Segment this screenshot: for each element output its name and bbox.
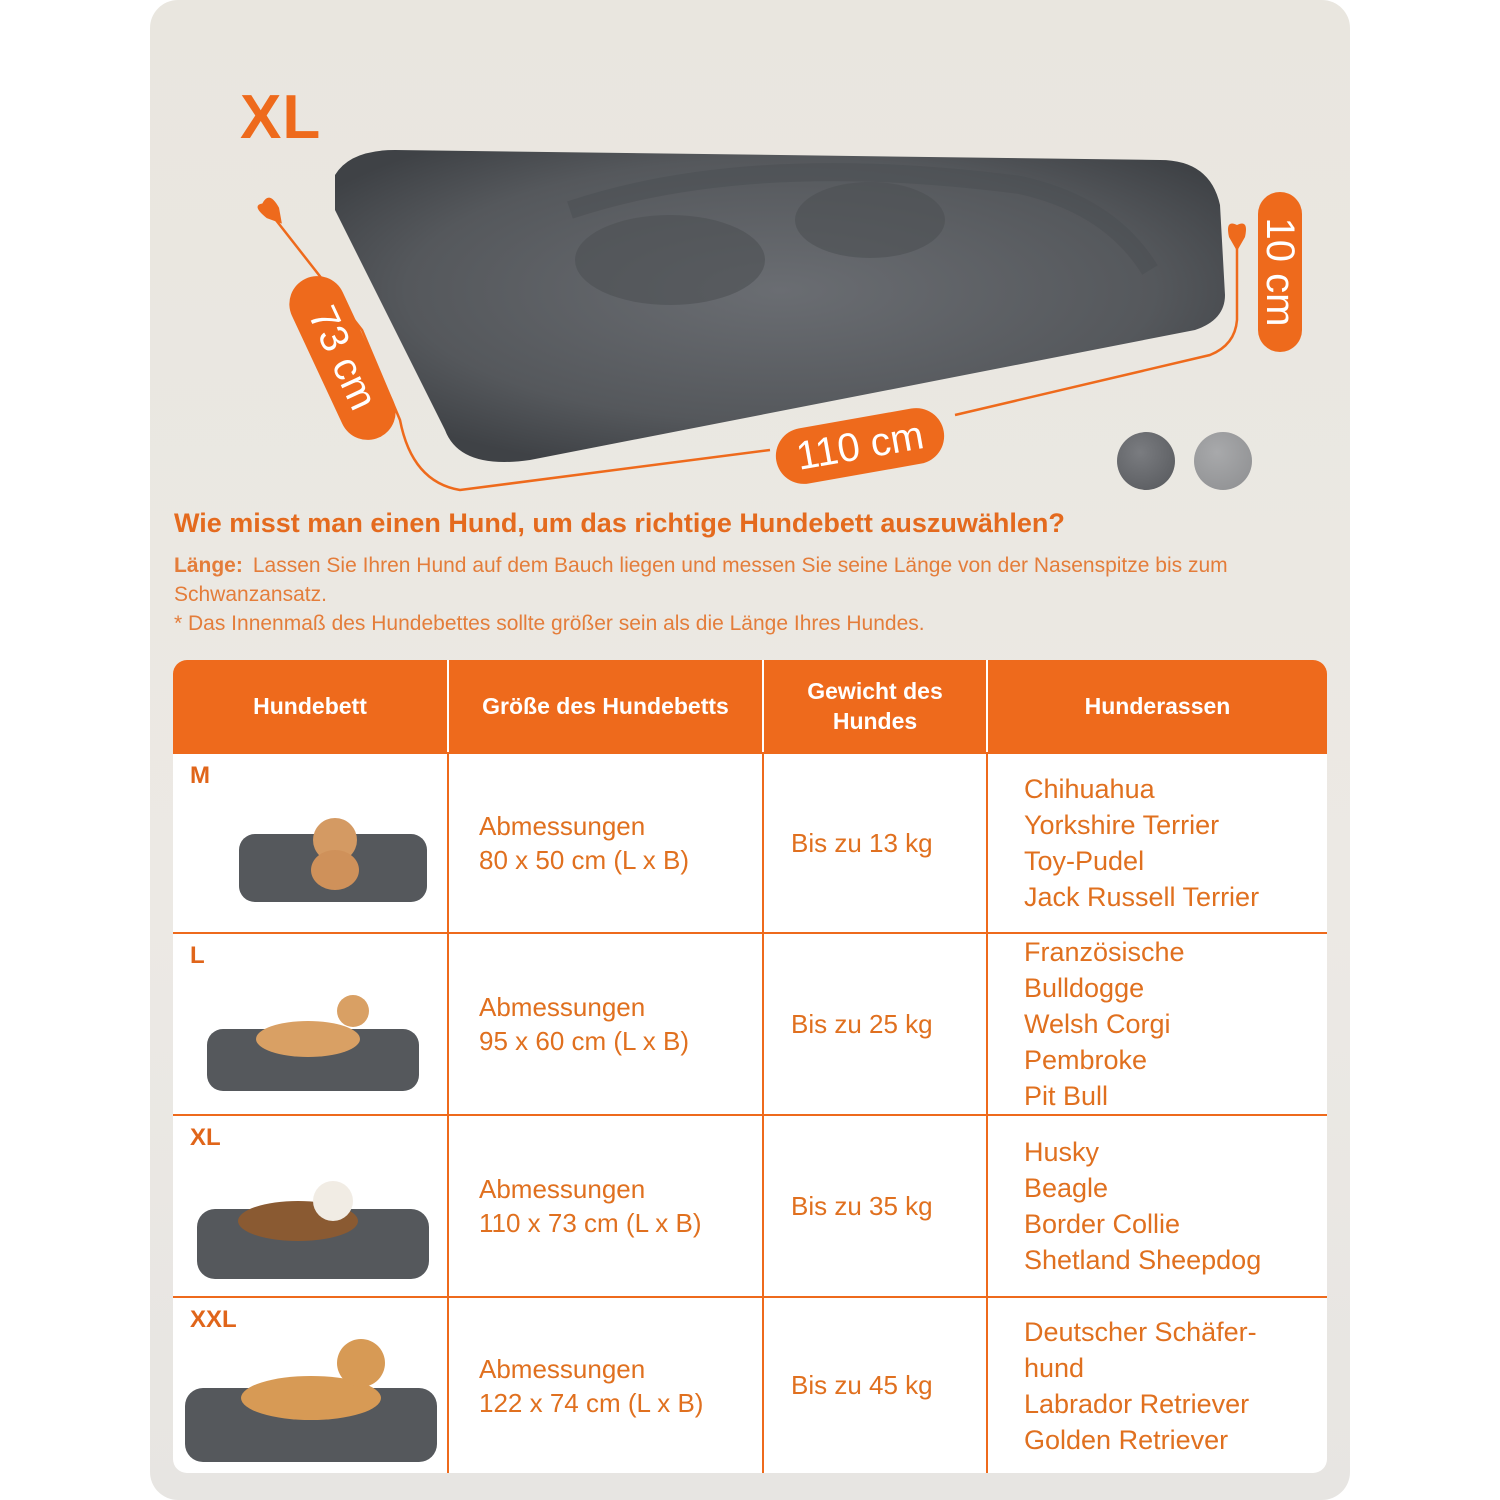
measure-guide-heading: Wie misst man einen Hund, um das richtige Hundebett auszuwählen? [174,508,1065,538]
breed-item: Yorkshire Terrier [1024,810,1220,840]
table-header [173,660,1327,752]
product-card [150,0,1350,1500]
dims-label: Abmessungen [479,992,646,1022]
weight-cell: Bis zu 45 kg [764,1298,988,1473]
header-dog-weight-text: Gewicht des Hundes [807,678,943,734]
breed-item: Labrador Retriever [1024,1388,1250,1419]
breed-item: Pit Bull [1024,1081,1109,1111]
dims-value: 122 x 74 cm (L x B) [479,1387,704,1418]
row-size-label: L [190,942,205,969]
breeds-cell [988,754,1327,932]
breed-item: Border Collie [1024,1209,1181,1239]
dims-label: Abmessungen [479,811,646,841]
header-bed-size: Größe des Hundebetts [449,660,764,752]
breed-item: Welsh Corgi [1024,1009,1171,1039]
dims-cell [449,1116,764,1296]
color-swatch-dark-grey[interactable] [1117,432,1175,490]
dims-value: 80 x 50 cm (L x B) [479,845,689,875]
weight-cell: Bis zu 35 kg [764,1116,988,1296]
weight-cell: Bis zu 13 kg [764,754,988,932]
breed-item: Golden Retriever [1024,1424,1229,1455]
table-row [173,752,1327,932]
bed-cell [173,1116,449,1296]
bed-cell [173,754,449,932]
dims-cell [449,1298,764,1473]
size-table [173,660,1327,1473]
breed-item: hund [1024,1352,1085,1383]
bed-with-dog-image [235,812,430,907]
breed-item: Beagle [1024,1173,1109,1203]
row-size-label: XL [190,1124,221,1151]
dims-value: 110 x 73 cm (L x B) [479,1208,702,1238]
breeds-cell [988,934,1327,1114]
dims-value: 95 x 60 cm (L x B) [479,1026,689,1056]
row-size-label: M [190,762,210,789]
dims-label: Abmessungen [479,1353,646,1384]
breed-item: Husky [1024,1137,1100,1167]
table-row [173,1296,1327,1473]
dims-cell [449,934,764,1114]
bed-with-dog-image [203,989,423,1099]
table-row [173,932,1327,1114]
breed-item: Toy-Pudel [1024,846,1145,876]
dims-cell [449,754,764,932]
length-description: Lassen Sie Ihren Hund auf dem Bauch liegen und messen Sie seine Länge von der Nasenspitze bis zum Schwanzansatz. [174,554,1228,606]
color-swatch-light-grey[interactable] [1194,432,1252,490]
breed-item: Deutscher Schäfer- [1024,1316,1257,1347]
bed-with-dog-image [181,1328,441,1468]
size-label: XL [240,83,322,152]
breed-item: Chihuahua [1024,774,1155,804]
row-size-label: XXL [190,1306,237,1333]
breed-item: Pembroke [1024,1045,1148,1075]
breed-item: Shetland Sheepdog [1024,1245,1262,1275]
header-dog-weight [764,660,988,752]
bed-cell [173,1298,449,1473]
measure-guide-text [174,551,1334,609]
size-note: * Das Innenmaß des Hundebettes sollte größer sein als die Länge Ihres Hundes. [174,612,925,635]
bed-with-dog-image [193,1171,433,1286]
bed-cell [173,934,449,1114]
breed-item: Französische [1024,937,1185,967]
length-prefix: Länge: [174,554,243,577]
breed-item: Jack Russell Terrier [1024,882,1260,912]
dog-bed-illustration [150,0,1350,510]
header-breeds: Hunderassen [1084,693,1231,719]
length-dimension-badge: 110 cm [771,404,948,489]
height-dimension-badge: 10 cm [1258,192,1302,352]
table-row [173,1114,1327,1296]
dims-label: Abmessungen [479,1174,646,1204]
breed-item: Bulldogge [1024,973,1145,1003]
breeds-cell [988,1116,1327,1296]
weight-cell: Bis zu 25 kg [764,934,988,1114]
header-bed: Hundebett [173,660,449,752]
width-dimension-badge: 73 cm [280,267,405,449]
breeds-cell [988,1298,1327,1473]
